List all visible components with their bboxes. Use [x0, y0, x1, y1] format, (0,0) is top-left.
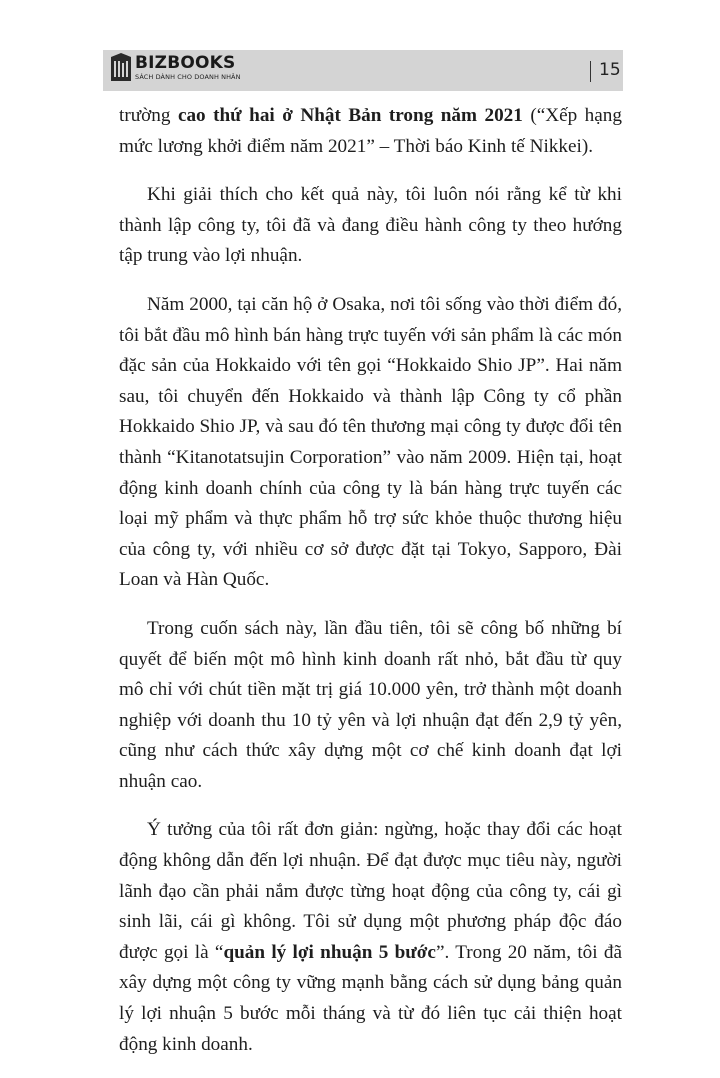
paragraph	[119, 101, 622, 162]
brand-name: BIZBOOKS	[135, 53, 236, 74]
bizbooks-logo	[110, 53, 241, 83]
text-segment: Ý tưởng của tôi rất đơn giản: ngừng, hoặc thay đổi các hoạt động không dẫn đến lợi nhuận. Để đạt được mục tiêu này, người lãnh đạo cần phải nắm được từng hoạt động của công ty, cái gì sinh lãi, cái gì không. Tôi sử dụng một phương pháp độc đáo được gọi là “	[119, 819, 622, 963]
page-number: 15	[599, 60, 621, 80]
text-segment: (“Xếp hạng mức lương khởi điểm năm 2021” – Thời báo Kinh tế Nikkei).	[119, 105, 622, 157]
bold-text-segment: cao thứ hai ở Nhật Bản trong năm 2021	[177, 105, 523, 126]
text-segment: ”. Trong 20 năm, tôi đã xây dựng một công ty vững mạnh bằng cách sử dụng bảng quản lý lợi nhuận 5 bước mỗi tháng và từ đó liên tục cải thiện hoạt động kinh doanh.	[119, 941, 622, 1055]
body-text	[119, 101, 622, 1078]
text-segment: Trong cuốn sách này, lần đầu tiên, tôi sẽ công bố những bí quyết để biến một mô hình kinh doanh rất nhỏ, bắt đầu từ quy mô chỉ với chút tiền mặt trị giá 10.000 yên, trở thành một doanh nghiệp với doanh thu 10 tỷ yên và lợi nhuận đạt đến 2,9 tỷ yên, cũng như cách thức xây dựng một cơ chế kinh doanh đạt lợi nhuận cao.	[119, 617, 622, 792]
book-stack-icon	[110, 53, 132, 83]
text-segment: Khi giải thích cho kết quả này, tôi luôn nói rằng kể từ khi thành lập công ty, tôi đã và đang điều hành công ty theo hướng tập trung vào lợi nhuận.	[119, 184, 622, 267]
paragraph	[119, 614, 622, 798]
page-number-divider	[590, 61, 591, 82]
bold-text-segment: quản lý lợi nhuận 5 bước	[223, 941, 436, 963]
brand-tagline: SÁCH DÀNH CHO DOANH NHÂN	[135, 73, 241, 82]
text-segment: trường	[119, 105, 178, 126]
paragraph	[119, 290, 622, 596]
paragraph	[119, 180, 622, 272]
text-segment: Năm 2000, tại căn hộ ở Osaka, nơi tôi sống vào thời điểm đó, tôi bắt đầu mô hình bán hàng trực tuyến với sản phẩm là các món đặc sản của Hokkaido với tên gọi “Hokkaido Shio JP”. Hai năm sau, tôi chuyển đến Hokkaido và thành lập Công ty cổ phần Hokkaido Shio JP, và sau đó tên thương mại công ty được đổi tên thành “Kitanotatsujin Corporation” vào năm 2009. Hiện tại, hoạt động kinh doanh chính của công ty là bán hàng trực tuyến các loại mỹ phẩm và thực phẩm hỗ trợ sức khỏe thuộc thương hiệu của công ty, với nhiều cơ sở được đặt tại Tokyo, Sapporo, Đài Loan và Hàn Quốc.	[119, 293, 622, 591]
